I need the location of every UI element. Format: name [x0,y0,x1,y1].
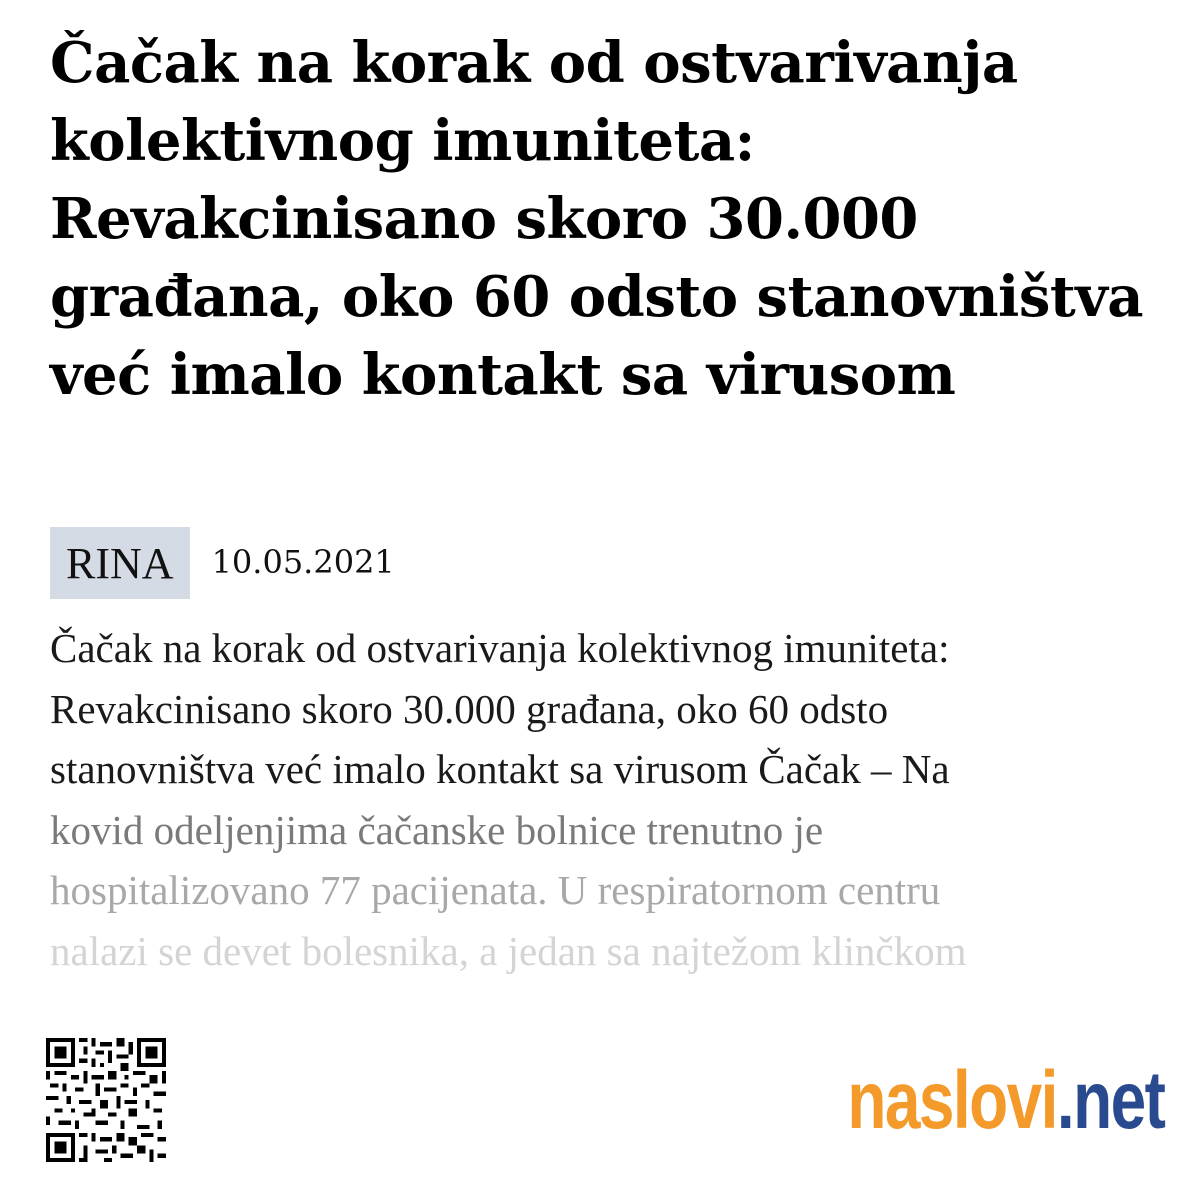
excerpt-line: hospitalizovano 77 pacijenata. U respiratornom centru [50,867,941,913]
article-excerpt[interactable] [50,618,1160,1008]
naslovi-logo[interactable] [847,1055,1164,1146]
excerpt-line: Revakcinisano skoro 30.000 građana, oko 60 odsto [50,685,889,732]
article-headline[interactable]: Čačak na korak od ostvarivanja kolektivnog imuniteta: Revakcinisano skoro 30.000 građana, oko 60 odsto stanovništva već imalo kontakt sa virusom [50,30,1144,408]
logo-main-text: naslovi [847,1055,1057,1146]
logo-tld-text: .net [1056,1055,1164,1146]
excerpt-line: kovid odeljenjima čačanske bolnice trenutno je [50,806,824,853]
qr-code-icon [46,1038,166,1162]
excerpt-line: nalazi se devet bolesnika, a jedan sa najtežom klinčkom [50,927,967,974]
source-badge[interactable]: RINA [50,527,190,599]
publish-date: 10.05.2021 [211,543,395,581]
excerpt-line: stanovništva već imalo kontakt sa virusom Čačak – Na [50,746,950,792]
excerpt-line: Čačak na korak od ostvarivanja kolektivnog imuniteta: [50,625,950,671]
article-meta [50,527,395,599]
